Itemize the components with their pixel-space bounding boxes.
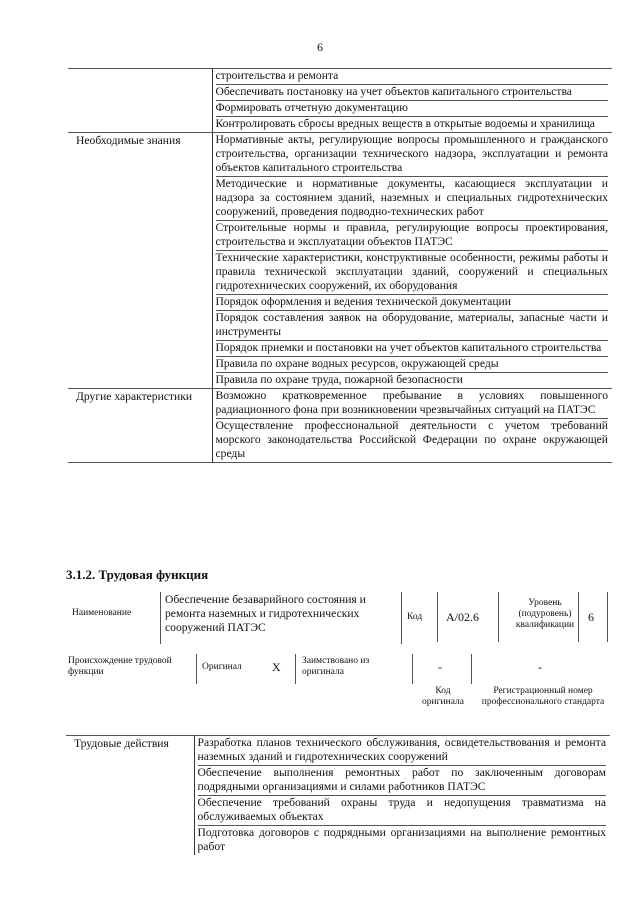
- section-heading: 3.1.2. Трудовая функция: [66, 567, 209, 582]
- code-original-caption: Код оригинала: [422, 686, 464, 707]
- origin-label: Происхождение трудовой функции: [68, 656, 172, 677]
- labor-actions-table: [66, 735, 610, 855]
- dash-reg: -: [538, 660, 542, 674]
- requirements-table: [68, 68, 612, 463]
- code-value: А/02.6: [446, 610, 479, 624]
- list-item: Методические и нормативные документы, касающиеся эксплуатации и надзора за состоянием зданий, наземных и специальных гидротехнических сооружений, проведения подводно-технических работ: [216, 177, 609, 221]
- list-item: Порядок оформления и ведения технической документации: [216, 295, 609, 311]
- row-label: [68, 69, 212, 133]
- list-item: Обеспечение выполнения ремонтных работ по заключенным договорам подрядными организациями и силами работников ПАТЭС: [198, 766, 607, 796]
- level-label: Уровень (подуровень) квалификации: [515, 598, 575, 630]
- list-item: Порядок составления заявок на оборудование, материалы, запасные части и инструменты: [216, 311, 609, 341]
- list-item: Обеспечение требований охраны труда и недопущения травматизма на обслуживаемых объектах: [198, 796, 607, 826]
- row-content: [212, 389, 612, 463]
- list-item: Строительные нормы и правила, регулирующие вопросы проектирования, строительства и эксплуатации объектов ПАТЭС: [216, 221, 609, 251]
- reg-number-caption: Регистрационный номер профессионального стандарта: [481, 686, 605, 707]
- row-label: Необходимые знания: [76, 134, 181, 147]
- row-label: Трудовые действия: [74, 737, 169, 750]
- borrowed-label: Заимствовано из оригинала: [302, 656, 370, 677]
- list-item: Подготовка договоров с подрядными организациями на выполнение ремонтных работ: [197, 826, 606, 853]
- original-label: Оригинал: [202, 662, 242, 672]
- list-item: Осуществление профессиональной деятельности с учетом требований морского законодательства Российской Федерации по охране окружающей среды: [215, 419, 608, 460]
- list-item: Разработка планов технического обслуживания, освидетельствования и ремонта наземных зданий и гидротехнических сооружений: [198, 736, 607, 766]
- list-item: Правила по охране труда, пожарной безопасности: [215, 373, 463, 386]
- table-row: [66, 736, 610, 856]
- level-value: 6: [588, 610, 594, 624]
- list-item: Технические характеристики, конструктивные особенности, режимы работы и правила технической эксплуатации зданий, сооружений и специальных гидротехнических сооружений, их оборудования: [216, 251, 609, 295]
- list-item: строительства и ремонта: [216, 69, 609, 85]
- list-item: Формировать отчетную документацию: [216, 101, 609, 117]
- row-content: [194, 736, 610, 856]
- table-row: [68, 389, 612, 463]
- list-item: Правила по охране водных ресурсов, окружающей среды: [216, 357, 609, 373]
- list-item: Возможно кратковременное пребывание в условиях повышенного радиационного фона при возникновении чрезвычайных ситуаций на ПАТЭС: [216, 389, 609, 419]
- list-item: Контролировать сбросы вредных веществ в открытые водоемы и хранилища: [215, 117, 595, 130]
- page-number: 6: [317, 40, 323, 54]
- row-content: [212, 69, 612, 133]
- original-mark: X: [272, 660, 281, 674]
- list-item: Порядок приемки и постановки на учет объектов капитального строительства: [216, 341, 609, 357]
- row-content: [212, 133, 612, 389]
- code-label: Код: [407, 612, 423, 622]
- name-label: Наименование: [72, 608, 132, 618]
- table-row: [68, 133, 612, 389]
- row-label: Другие характеристики: [76, 390, 193, 403]
- dash-code: -: [438, 660, 442, 674]
- list-item: Нормативные акты, регулирующие вопросы промышленного и гражданского строительства, организации технического надзора, эксплуатации и ремонта объектов капитального строительства: [216, 133, 609, 177]
- function-name: Обеспечение безаварийного состояния и ремонта наземных и гидротехнических сооружений ПАТЭС: [160, 592, 402, 644]
- list-item: Обеспечивать постановку на учет объектов капитального строительства: [216, 85, 609, 101]
- table-row: [68, 69, 612, 133]
